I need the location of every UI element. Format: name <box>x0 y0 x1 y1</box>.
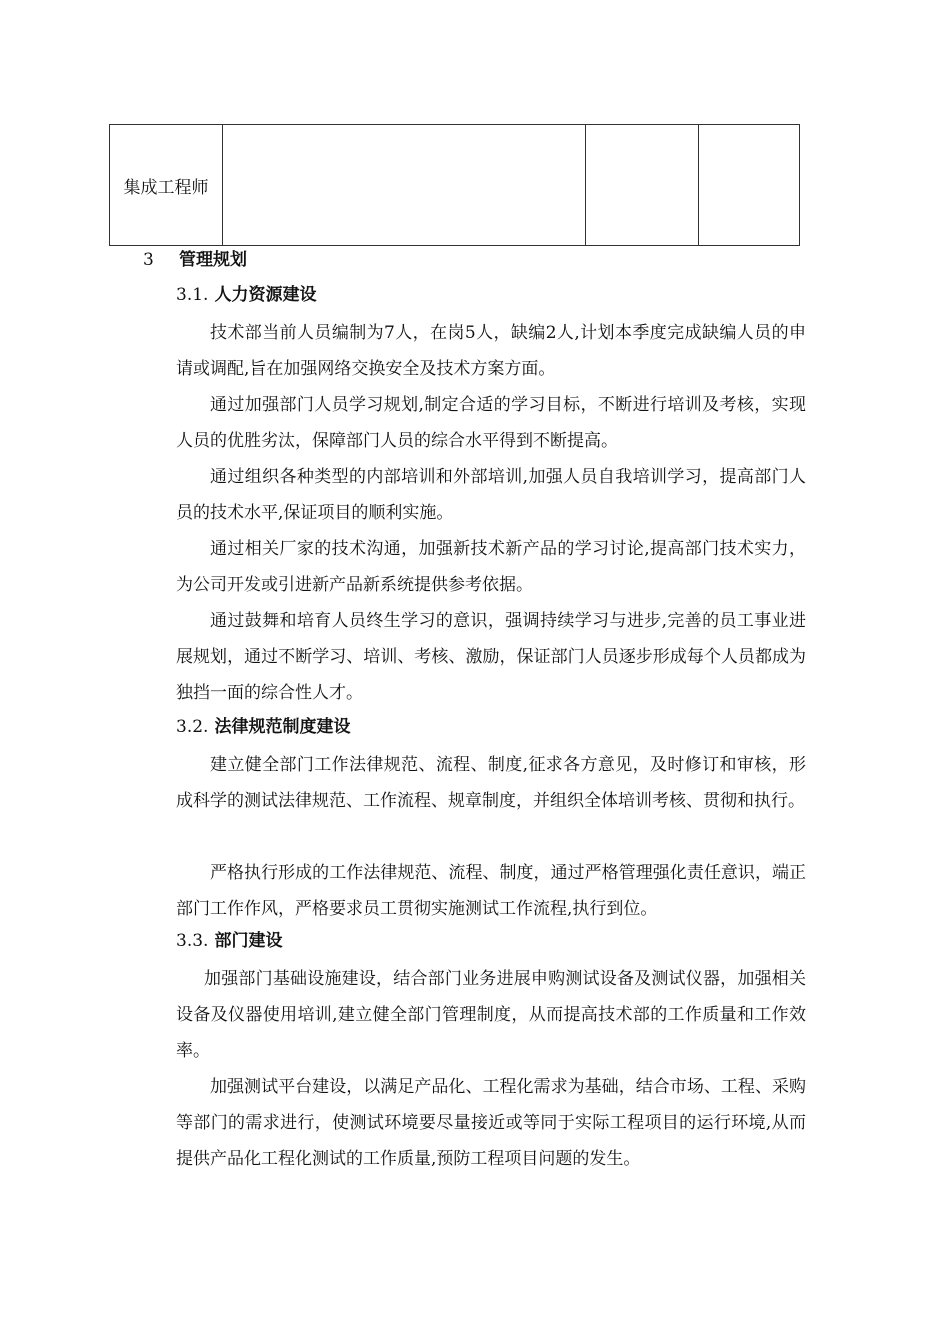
paragraph: 通过鼓舞和培育人员终生学习的意识，强调持续学习与进步,完善的员工事业进展规划，通过不断学习、培训、考核、激励，保证部门人员逐步形成每个人员都成为独挡一面的综合性人才。 <box>176 611 806 703</box>
role-label: 集成工程师 <box>123 177 209 198</box>
subsection-number: 3.3. <box>176 931 209 951</box>
paragraph: 技术部当前人员编制为7人，在岗5人，缺编2人,计划本季度完成缺编人员的申请或调配,旨在加强网络交换安全及技术方案方面。 <box>176 323 806 379</box>
table-cell-empty <box>699 125 799 245</box>
section-number: 3 <box>143 250 154 270</box>
subsection-title: 法律规范制度建设 <box>214 717 351 737</box>
subsection-title: 部门建设 <box>214 931 283 951</box>
section-title: 管理规划 <box>179 250 247 270</box>
subsection-number: 3.2. <box>176 717 209 737</box>
table-cell-role <box>110 125 223 245</box>
paragraph: 加强部门基础设施建设，结合部门业务进展申购测试设备及测试仪器，加强相关设备及仪器使用培训,建立健全部门管理制度，从而提高技术部的工作质量和工作效率。 <box>176 969 806 1061</box>
subsection-heading <box>176 283 316 307</box>
paragraph: 严格执行形成的工作法律规范、流程、制度，通过严格管理强化责任意识，端正部门工作作风，严格要求员工贯彻实施测试工作流程,执行到位。 <box>176 863 806 919</box>
subsection-title: 人力资源建设 <box>214 285 317 305</box>
section-heading <box>143 248 247 272</box>
table-cell-empty <box>586 125 699 245</box>
subsection-number: 3.1. <box>176 285 209 305</box>
table-cell-empty <box>223 125 586 245</box>
paragraph: 建立健全部门工作法律规范、流程、制度,征求各方意见，及时修订和审核，形成科学的测试法律规范、工作流程、规章制度，并组织全体培训考核、贯彻和执行。 <box>176 755 806 811</box>
paragraph: 加强测试平台建设，以满足产品化、工程化需求为基础，结合市场、工程、采购等部门的需求进行，使测试环境要尽量接近或等同于实际工程项目的运行环境,从而提供产品化工程化测试的工作质量,预防工程项目问题的发生。 <box>176 1077 806 1169</box>
staffing-table <box>109 124 800 246</box>
paragraph: 通过组织各种类型的内部培训和外部培训,加强人员自我培训学习，提高部门人员的技术水平,保证项目的顺利实施。 <box>176 467 806 523</box>
paragraph: 通过加强部门人员学习规划,制定合适的学习目标，不断进行培训及考核，实现人员的优胜劣汰，保障部门人员的综合水平得到不断提高。 <box>176 395 806 451</box>
subsection-heading <box>176 929 282 953</box>
subsection-heading <box>176 715 350 739</box>
paragraph: 通过相关厂家的技术沟通，加强新技术新产品的学习讨论,提高部门技术实力，为公司开发或引进新产品新系统提供参考依据。 <box>176 539 806 595</box>
